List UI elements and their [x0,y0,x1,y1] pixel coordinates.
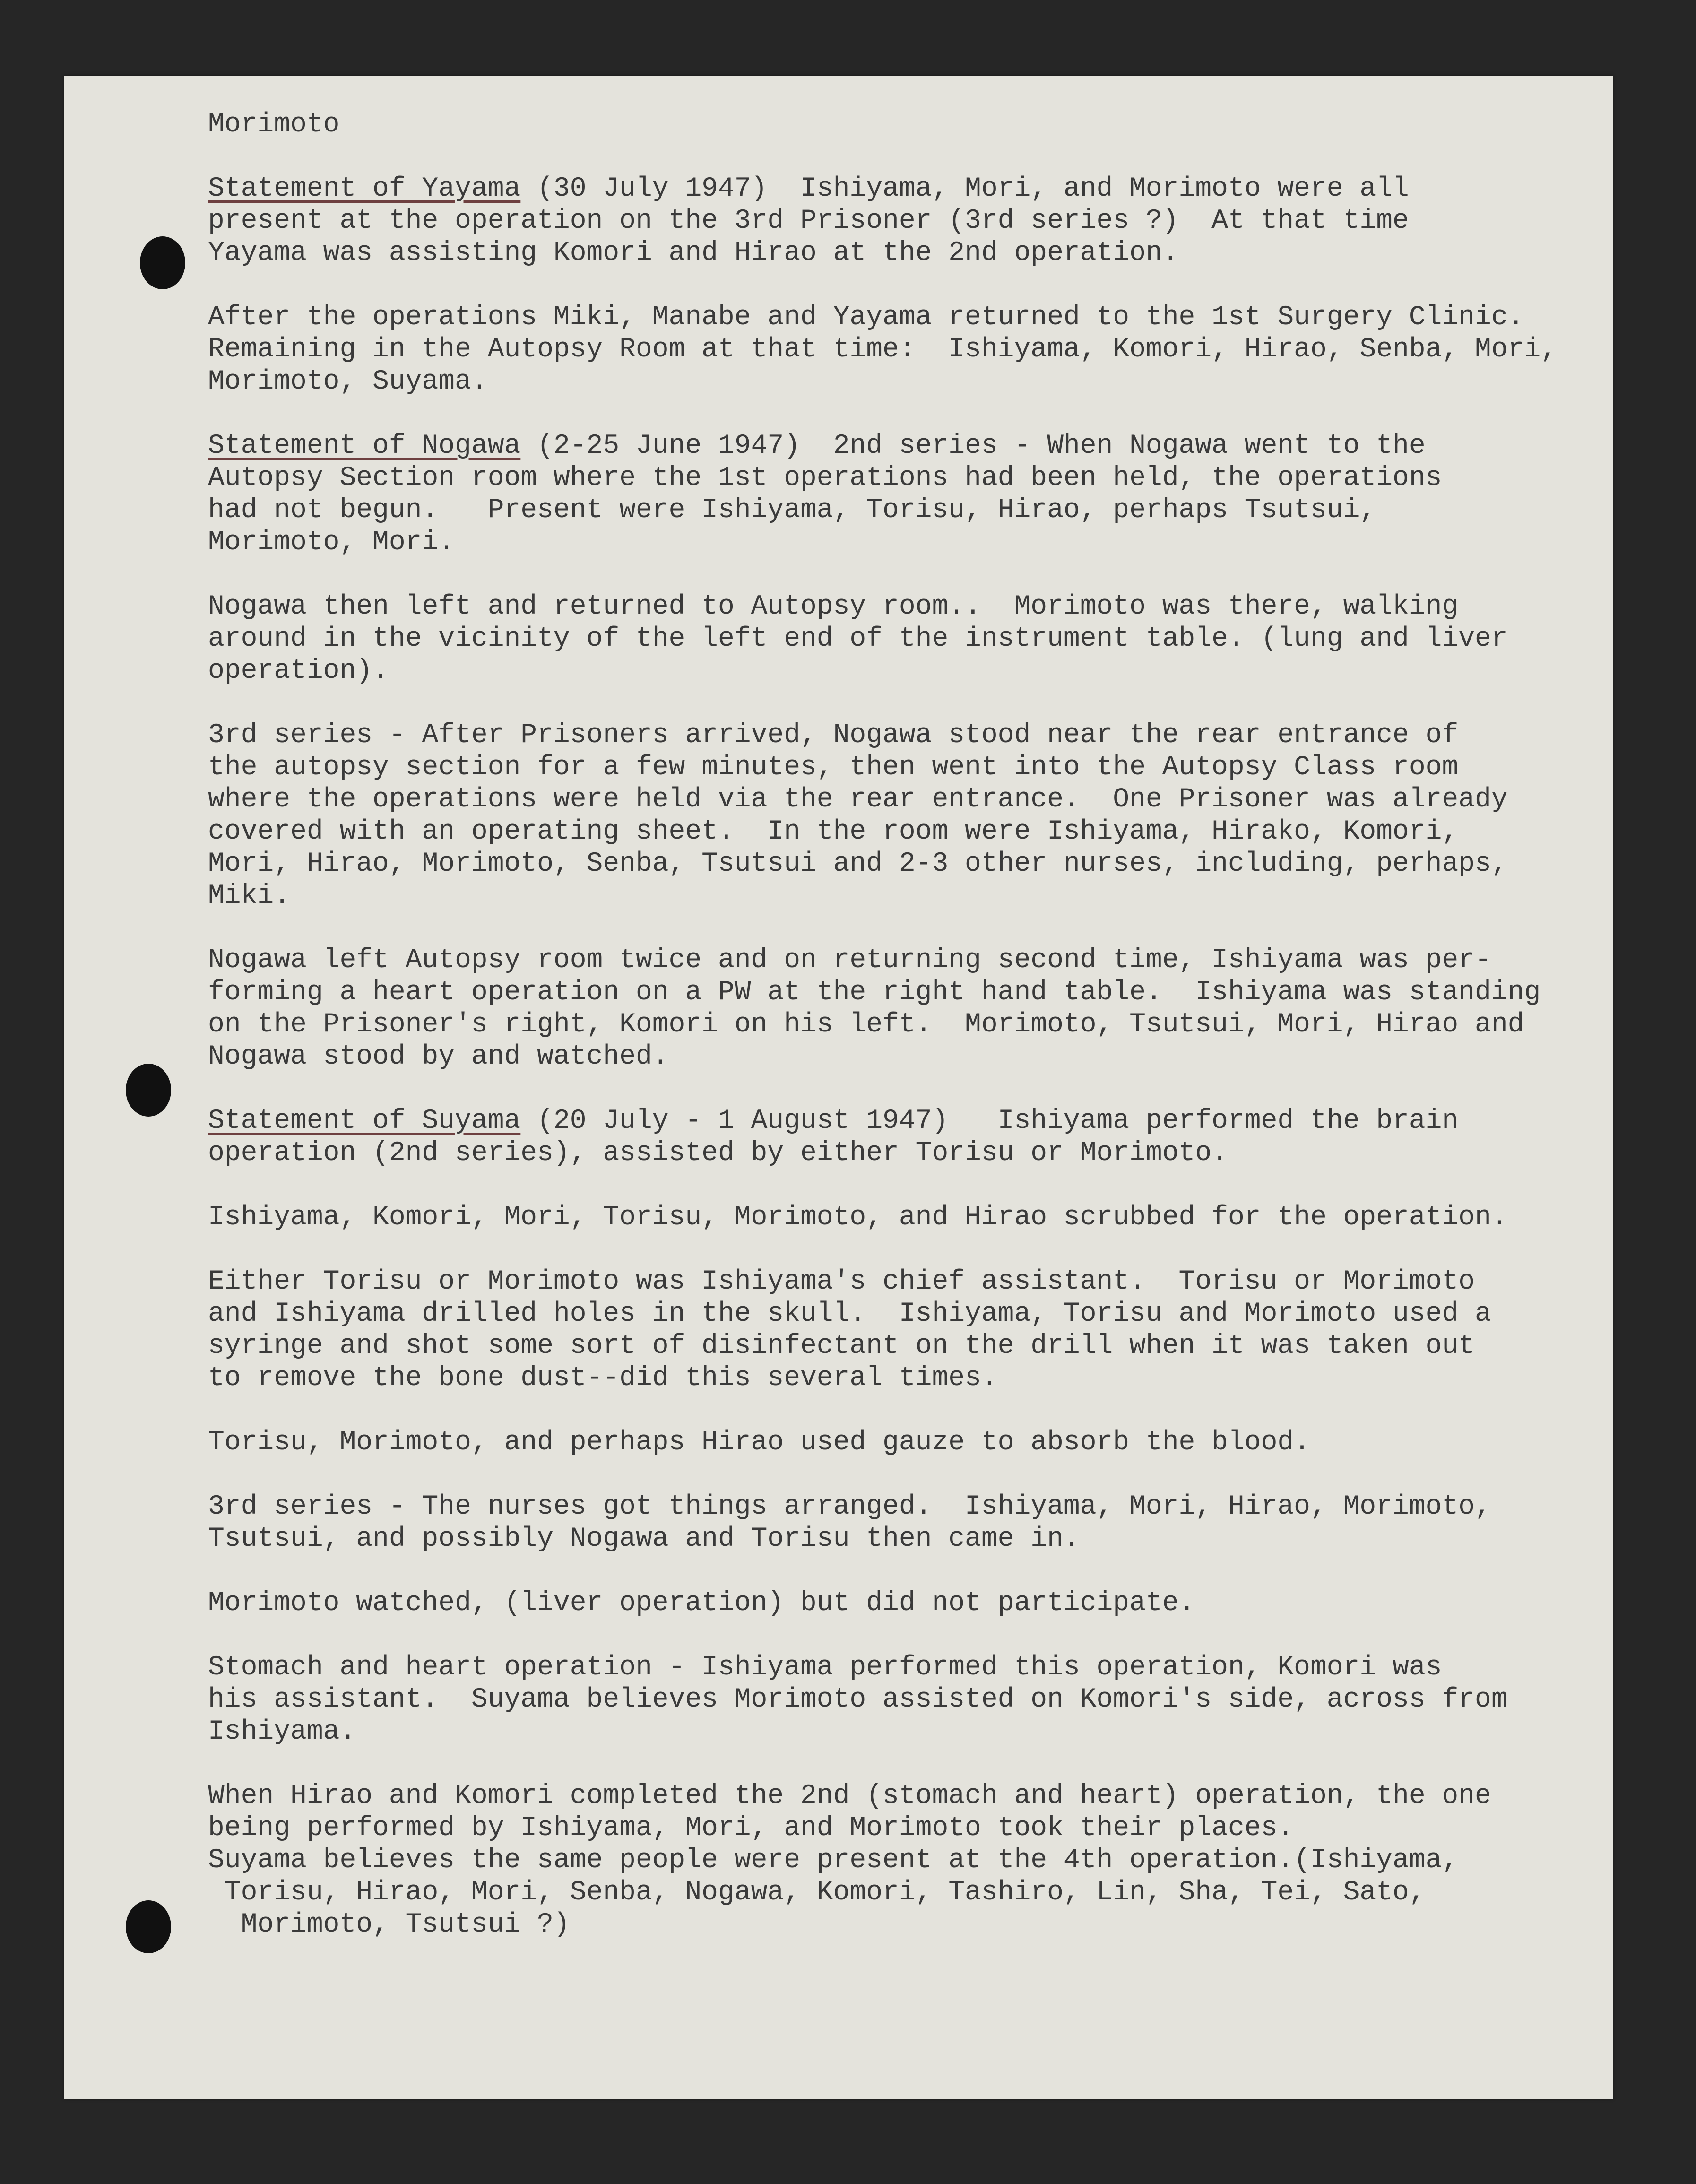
paragraph-line [208,1845,1617,1877]
paragraph-line [208,366,1617,398]
paragraph-line [208,302,1617,334]
punch-hole [126,1900,171,1953]
line-text: Morimoto, Tsutsui ?) [208,1909,570,1940]
line-text: Morimoto, Suyama. [208,366,488,397]
paragraph [208,1491,1617,1555]
paragraph-list [208,173,1617,1941]
line-text: Suyama believes the same people were present at the 4th operation.(Ishiyama, [208,1845,1459,1876]
line-text: When Hirao and Komori completed the 2nd (stomach and heart) operation, the one [208,1781,1491,1811]
paragraph-line [208,1523,1617,1555]
paragraph-line [208,494,1617,527]
paragraph-line [208,1909,1617,1941]
paragraph-line [208,462,1617,494]
paragraph-line [208,1362,1617,1395]
paragraph [208,945,1617,1073]
paragraph-line [208,719,1617,752]
paragraph-line [208,1684,1617,1716]
paragraph-line [208,1652,1617,1684]
paragraph-line [208,623,1617,655]
line-text: Either Torisu or Morimoto was Ishiyama's chief assistant. Torisu or Morimoto [208,1266,1475,1297]
paragraph-line [208,237,1617,269]
line-text: Nogawa then left and returned to Autopsy room.. Morimoto was there, walking [208,591,1459,622]
line-text: Ishiyama, Komori, Mori, Torisu, Morimoto, and Hirao scrubbed for the operation. [208,1202,1508,1233]
line-text: Remaining in the Autopsy Room at that time: Ishiyama, Komori, Hirao, Senba, Mori, [208,334,1558,365]
line-text: Stomach and heart operation - Ishiyama performed this operation, Komori was [208,1652,1442,1683]
paragraph-line [208,1491,1617,1523]
line-text: Morimoto watched, (liver operation) but did not participate. [208,1588,1195,1619]
paragraph [208,302,1617,398]
line-text: operation (2nd series), assisted by either Torisu or Morimoto. [208,1138,1228,1169]
paragraph [208,1202,1617,1234]
line-text: Tsutsui, and possibly Nogawa and Torisu then came in. [208,1524,1080,1554]
line-text: the autopsy section for a few minutes, then went into the Autopsy Class room [208,752,1459,783]
paragraph-line [208,1716,1617,1748]
paragraph-line [208,430,1617,462]
paragraph-line [208,655,1617,687]
paragraph-line [208,1105,1617,1137]
line-text: After the operations Miki, Manabe and Yayama returned to the 1st Surgery Clinic. [208,302,1524,333]
paragraph [208,430,1617,559]
paragraph-line [208,945,1617,977]
line-text: on the Prisoner's right, Komori on his left. Morimoto, Tsutsui, Mori, Hirao and [208,1009,1524,1040]
paragraph-line [208,848,1617,880]
paragraph-line [208,784,1617,816]
line-text: (2-25 June 1947) 2nd series - When Nogawa went to the [520,431,1426,461]
paragraph [208,1266,1617,1395]
line-text: to remove the bone dust--did this several times. [208,1363,998,1394]
punch-hole [126,1064,171,1117]
line-text: where the operations were held via the rear entrance. One Prisoner was already [208,784,1508,815]
line-text: Autopsy Section room where the 1st operations had been held, the operations [208,463,1442,494]
paragraph [208,1780,1617,1941]
line-text: covered with an operating sheet. In the room were Ishiyama, Hirako, Komori, [208,816,1459,847]
line-text: Torisu, Hirao, Mori, Senba, Nogawa, Komori, Tashiro, Lin, Sha, Tei, Sato, [208,1877,1426,1908]
line-text: Nogawa left Autopsy room twice and on returning second time, Ishiyama was per- [208,945,1491,976]
line-text: present at the operation on the 3rd Prisoner (3rd series ?) At that time [208,206,1409,236]
paragraph-line [208,1266,1617,1298]
line-text: forming a heart operation on a PW at the right hand table. Ishiyama was standing [208,977,1541,1008]
paragraph-line [208,1427,1617,1459]
line-text: his assistant. Suyama believes Morimoto assisted on Komori's side, across from [208,1684,1508,1715]
paragraph-line [208,173,1617,205]
punch-hole [140,236,185,289]
statement-heading: Statement of Yayama [208,173,521,204]
line-text: and Ishiyama drilled holes in the skull. Ishiyama, Torisu and Morimoto used a [208,1299,1491,1329]
paragraph-line [208,334,1617,366]
paragraph-line [208,752,1617,784]
line-text: syringe and shot some sort of disinfectant on the drill when it was taken out [208,1331,1475,1361]
line-text: around in the vicinity of the left end of the instrument table. (lung and liver [208,624,1508,654]
paragraph-line [208,1812,1617,1845]
line-text: Mori, Hirao, Morimoto, Senba, Tsutsui and 2-3 other nurses, including, perhaps, [208,849,1508,879]
line-text: operation). [208,656,389,686]
line-text: Miki. [208,881,291,911]
line-text: Nogawa stood by and watched. [208,1041,669,1072]
line-text: Torisu, Morimoto, and perhaps Hirao used gauze to absorb the blood. [208,1427,1310,1458]
document-title: Morimoto [208,109,340,140]
line-text: had not begun. Present were Ishiyama, Torisu, Hirao, perhaps Tsutsui, [208,495,1376,526]
paragraph-line [208,1587,1617,1620]
paragraph-line [208,205,1617,237]
paragraph-line [208,816,1617,848]
paragraph [208,719,1617,912]
paragraph [208,173,1617,269]
statement-heading: Statement of Nogawa [208,431,521,461]
paragraph-line [208,977,1617,1009]
paragraph-line [208,1009,1617,1041]
line-text: 3rd series - The nurses got things arranged. Ishiyama, Mori, Hirao, Morimoto, [208,1491,1491,1522]
paragraph-line [208,1298,1617,1330]
paragraph [208,1427,1617,1459]
paragraph [208,1105,1617,1170]
paragraph-line [208,1780,1617,1812]
line-text: 3rd series - After Prisoners arrived, Nogawa stood near the rear entrance of [208,720,1459,751]
line-text: Yayama was assisting Komori and Hirao at the 2nd operation. [208,238,1179,269]
document-body [208,109,1617,1973]
paragraph-line [208,1330,1617,1362]
line-text: Morimoto, Mori. [208,527,455,558]
paragraph-line [208,1877,1617,1909]
line-text: (30 July 1947) Ishiyama, Mori, and Morimoto were all [520,173,1409,204]
statement-heading: Statement of Suyama [208,1106,521,1136]
line-text: being performed by Ishiyama, Mori, and Morimoto took their places. [208,1813,1294,1844]
paragraph [208,1587,1617,1620]
line-text: Ishiyama. [208,1716,356,1747]
paragraph-line [208,880,1617,912]
paragraph-line [208,527,1617,559]
paragraph [208,1652,1617,1748]
paragraph-line [208,1202,1617,1234]
paragraph-line [208,1041,1617,1073]
paragraph [208,591,1617,687]
paragraph-line [208,1137,1617,1170]
paragraph-line [208,591,1617,623]
line-text: (20 July - 1 August 1947) Ishiyama performed the brain [520,1106,1459,1136]
